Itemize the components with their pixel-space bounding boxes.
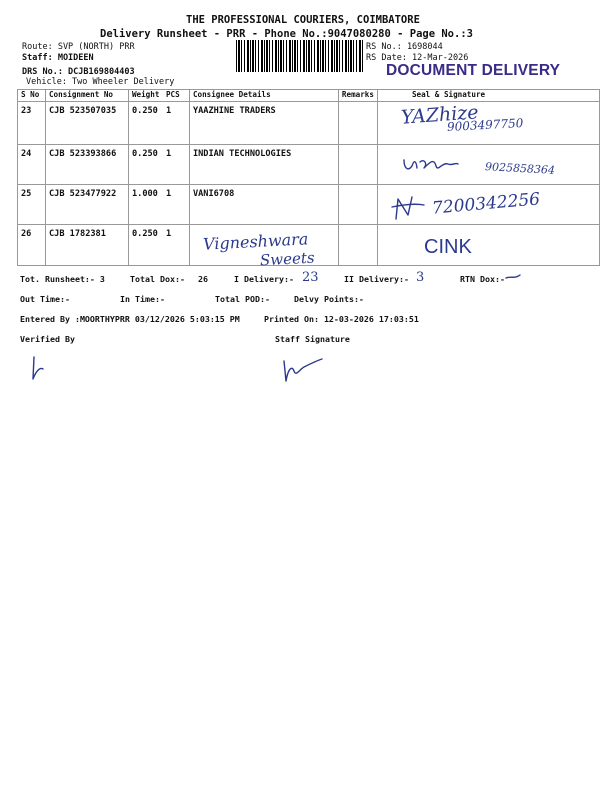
handwritten-signature <box>390 193 426 223</box>
cell-consignee: VANI6708 <box>189 185 338 225</box>
cell-remarks <box>338 145 377 185</box>
cell-sno: 24 <box>18 145 46 185</box>
cell-sno: 25 <box>18 185 46 225</box>
document-delivery-stamp: DOCUMENT DELIVERY <box>386 62 561 79</box>
i-delivery-value: 23 <box>302 270 319 285</box>
out-time: Out Time:- <box>20 294 70 304</box>
handwritten-signature <box>400 152 460 178</box>
cell-weight: 0.250 <box>128 225 162 266</box>
total-dox-value: 26 <box>198 274 208 284</box>
col-consignee: Consignee Details <box>189 90 338 102</box>
barcode <box>236 40 364 72</box>
total-runsheet: Tot. Runsheet:- 3 <box>20 274 105 284</box>
cell-sno: 26 <box>18 225 46 266</box>
staff-signature-label: Staff Signature <box>275 334 350 344</box>
rs-number: RS No.: 1698044 <box>366 42 443 52</box>
route-info: Route: SVP (NORTH) PRR <box>22 42 135 52</box>
ii-delivery-label: II Delivery:- <box>344 274 409 284</box>
i-delivery-label: I Delivery:- <box>234 274 294 284</box>
ii-delivery-value: 3 <box>416 270 425 285</box>
cell-sno: 23 <box>18 102 46 145</box>
col-consignment: Consignment No <box>45 90 128 102</box>
handwritten-consignee: Sweets <box>259 248 316 270</box>
rtn-dox-label: RTN Dox:- <box>460 274 505 284</box>
cell-weight: 0.250 <box>128 102 162 145</box>
cell-consignment: CJB 523507035 <box>45 102 128 145</box>
handwritten-signature: CINK <box>424 236 472 258</box>
total-pod: Total POD:- <box>215 294 270 304</box>
handwritten-consignee: Vigneshwara <box>202 229 309 254</box>
entered-by: Entered By :MOORTHYPRR 03/12/2026 5:03:15 PM <box>20 314 240 324</box>
col-sno: S No <box>18 90 46 102</box>
verified-by-label: Verified By <box>20 334 75 344</box>
printed-on: Printed On: 12-03-2026 17:03:51 <box>264 314 419 324</box>
delvy-points: Delvy Points:- <box>294 294 364 304</box>
staff-signature <box>280 355 324 385</box>
cell-weight: 0.250 <box>128 145 162 185</box>
handwritten-phone: 7200342256 <box>431 189 541 219</box>
cell-consignment: CJB 1782381 <box>45 225 128 266</box>
drs-info: DRS No.: DCJB169804403 <box>22 67 135 77</box>
rs-date: RS Date: 12-Mar-2026 <box>366 53 469 63</box>
total-dox-label: Total Dox:- <box>130 274 185 284</box>
cell-pcs: 1 <box>163 185 189 225</box>
cell-consignment: CJB 523477922 <box>45 185 128 225</box>
cell-remarks <box>338 225 377 266</box>
col-pcs: PCS <box>163 90 189 102</box>
verifier-signature <box>30 355 46 381</box>
cell-consignment: CJB 523393866 <box>45 145 128 185</box>
cell-consignee: YAAZHINE TRADERS <box>189 102 338 145</box>
handwritten-phone: 9003497750 <box>446 116 524 134</box>
cell-consignee: INDIAN TECHNOLOGIES <box>189 145 338 185</box>
handwritten-signature: YAZhize <box>400 101 480 129</box>
handwritten-phone: 9025858364 <box>484 160 556 177</box>
runsheet-title: Delivery Runsheet - PRR - Phone No.:9047080280 - Page No.:3 <box>100 28 473 40</box>
in-time: In Time:- <box>120 294 165 304</box>
staff-info: Staff: MOIDEEN <box>22 53 94 63</box>
dash-mark <box>505 273 521 281</box>
col-weight: Weight <box>128 90 162 102</box>
cell-remarks <box>338 185 377 225</box>
cell-pcs: 1 <box>163 225 189 266</box>
cell-signature <box>377 225 599 266</box>
cell-pcs: 1 <box>163 102 189 145</box>
cell-pcs: 1 <box>163 145 189 185</box>
cell-weight: 1.000 <box>128 185 162 225</box>
vehicle-info: Vehicle: Two Wheeler Delivery <box>26 77 175 87</box>
col-remarks: Remarks <box>338 90 377 102</box>
col-signature: Seal & Signature <box>377 90 599 102</box>
cell-remarks <box>338 102 377 145</box>
company-name: THE PROFESSIONAL COURIERS, COIMBATORE <box>186 14 420 26</box>
